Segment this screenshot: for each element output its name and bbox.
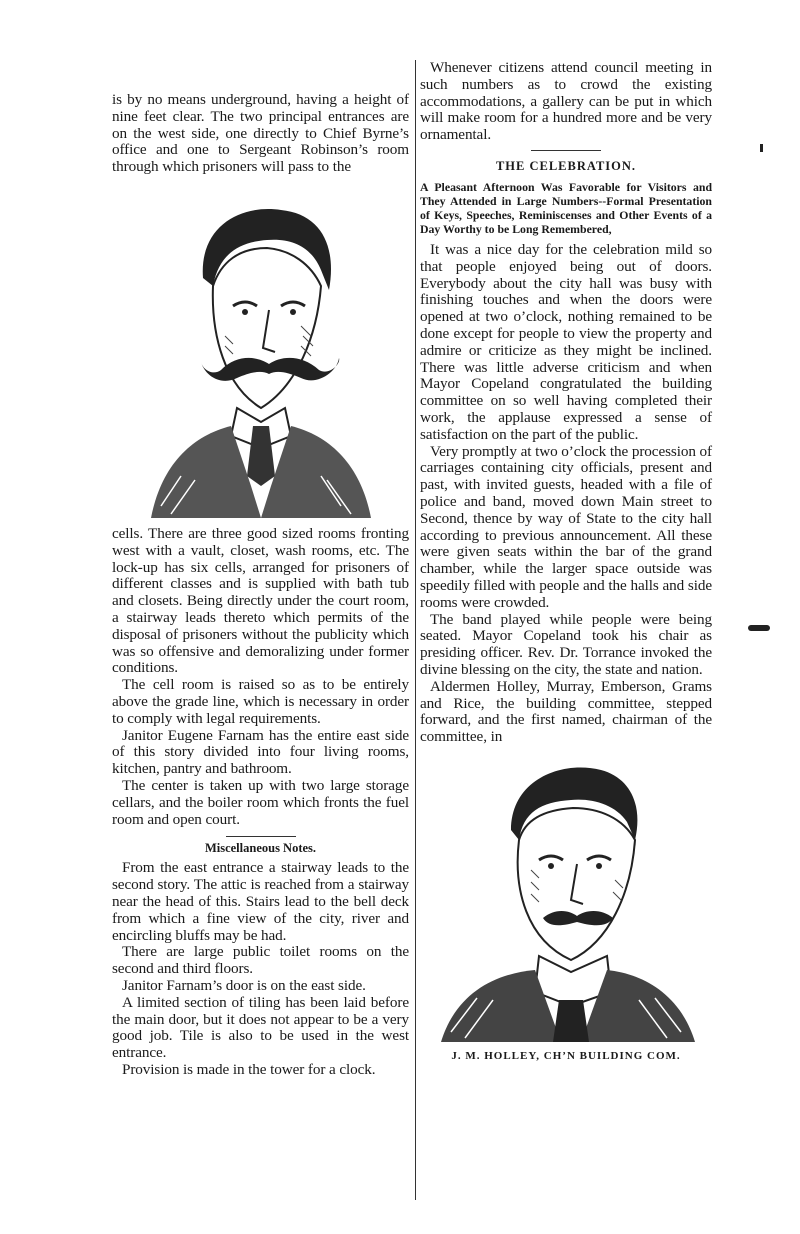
- left-paragraph-5: The center is taken up with two large storage cellars, and the boiler room which fronts the fuel room and open court.: [112, 776, 409, 828]
- left-paragraph-3: The cell room is raised so as to be entirely above the grade line, which is necessary in order to comply with legal requirements.: [112, 676, 409, 727]
- portrait-caption: J. M. HOLLEY, CH’N BUILDING COM.: [451, 1049, 681, 1062]
- misc-paragraph-1: From the east entrance a stairway leads to the second story. The attic is reached from a stairway near the head of this. Stairs lead to the bell deck from which a fine view of the city, river and encircling bluffs may be had.: [112, 859, 409, 944]
- celebration-subhead: A Pleasant Afternoon Was Favorable for Visitors and They Attended in Large Numbers--Formal Presentation of Keys, Speeches, Reminiscenses and Other Events of a Day Worthy to be Long Remembered,: [420, 179, 712, 236]
- right-paragraph-2: It was a nice day for the celebration mild so that people enjoyed being out of doors. Everybody about the city hall was busy with finishing touches and when the doors were opened at two o’clock, nothing remained to be done except for people to view the property and admire or criticize as they might be inclined. There was little adverse criticism and when Mayor Copeland congratulated the building committee on so well having completed their work, the applause expressed a sense of satisfaction on the part of the public.: [420, 240, 712, 443]
- margin-speck: [748, 625, 770, 631]
- engraved-portrait-icon: [431, 760, 701, 1042]
- left-column: [112, 92, 409, 1079]
- misc-paragraph-5: Provision is made in the tower for a clock.: [122, 1060, 376, 1078]
- right-paragraph-1: Whenever citizens attend council meeting in such numbers as to crowd the existing accommodations, a gallery can be put in which will make room for a hundred more and be very ornamental.: [420, 59, 712, 144]
- portrait-mustached-man: [141, 186, 381, 518]
- left-paragraph-1: is by no means underground, having a height of nine feet clear. The two principal entrances are on the west side, one directly to Chief Byrne’s office and one to Sergeant Robinson’s room through which prisoners will pass to the: [112, 91, 409, 176]
- column-rule: [415, 60, 416, 1200]
- celebration-heading: THE CELEBRATION.: [495, 158, 637, 173]
- misc-paragraph-4: A limited section of tiling has been laid before the main door, but it does not appear to be a very good job. Tile is also to be used in the west entrance.: [112, 993, 409, 1062]
- right-paragraph-5: Aldermen Holley, Murray, Emberson, Grams and Rice, the building committee, stepped forward, and the first named, chairman of the committee, in: [420, 677, 712, 746]
- left-paragraph-2: cells. There are three good sized rooms fronting west with a vault, closet, wash rooms, etc. The lock-up has six cells, arranged for prisoners of different classes and is supplied with bath tub and closets. Being directly under the court room, a stairway leads thereto which permits of the disposal of prisoners without the publicity which was so offensive and demoralizing under former conditions.: [112, 524, 409, 677]
- margin-speck: [760, 144, 763, 152]
- section-rule: [531, 150, 601, 151]
- section-rule: [226, 836, 296, 837]
- engraved-portrait-icon: [141, 186, 381, 518]
- portrait-holley: [431, 760, 701, 1042]
- misc-notes-heading: Miscellaneous Notes.: [204, 841, 317, 856]
- right-column: [420, 60, 712, 1062]
- left-paragraph-4: Janitor Eugene Farnam has the entire east side of this story divided into four living rooms, kitchen, pantry and bathroom.: [112, 726, 409, 778]
- misc-paragraph-3: Janitor Farnam’s door is on the east side.: [122, 976, 366, 994]
- right-paragraph-3: Very promptly at two o’clock the procession of carriages containing city officials, present and past, with invited guests, headed with a file of police and band, moved down Main street to Second, thence by way of State to the city hall according to previous announcement. All these were given seats within the bar of the grand chamber, while the larger space outside was speedily filled with people and the halls and side rooms were crowded.: [420, 442, 712, 611]
- misc-paragraph-2: There are large public toilet rooms on the second and third floors.: [112, 943, 409, 978]
- right-paragraph-4: The band played while people were being seated. Mayor Copeland took his chair as presiding officer. Rev. Dr. Torrance invoked the divine blessing on the city, the state and nation.: [420, 610, 712, 678]
